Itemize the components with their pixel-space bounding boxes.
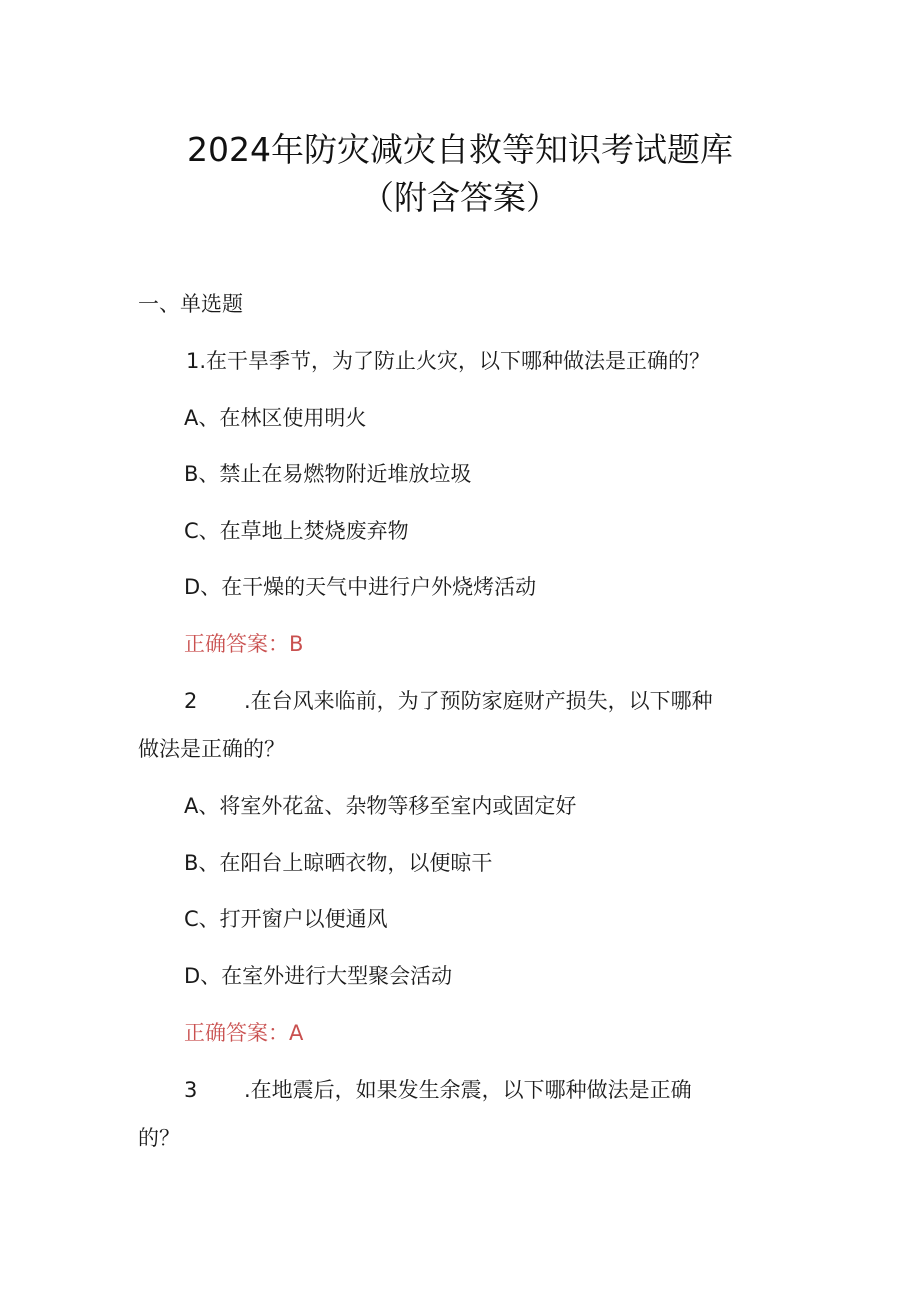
question-number: 1 (186, 349, 200, 373)
question-2 (184, 688, 713, 714)
answer-text: 正确答案：A (184, 1021, 304, 1045)
document-subtitle: （附含答案） (361, 178, 559, 217)
question-text-continued: 的？ (138, 1126, 180, 1150)
option-b: B、在阳台上晾晒衣物，以便晾干 (184, 851, 493, 875)
question-text: .在地震后，如果发生余震，以下哪种做法是正确 (244, 1078, 692, 1102)
option-d: D、在干燥的天气中进行户外烧烤活动 (184, 575, 537, 599)
option-d: D、在室外进行大型聚会活动 (184, 964, 453, 988)
question-text: .在干旱季节，为了防止火灾，以下哪种做法是正确的？ (199, 349, 711, 373)
question-1 (186, 348, 710, 374)
question-text-continued: 做法是正确的？ (138, 737, 285, 761)
question-number: 2 (184, 689, 198, 713)
option-b: B、禁止在易燃物附近堆放垃圾 (184, 462, 472, 486)
option-c: C、打开窗户以便通风 (184, 907, 388, 931)
question-number: 3 (184, 1078, 198, 1102)
question-text: .在台风来临前，为了预防家庭财产损失，以下哪种 (244, 689, 713, 713)
document-title: 2024年防灾减灾自救等知识考试题库 (187, 130, 733, 169)
option-c: C、在草地上焚烧废弃物 (184, 519, 409, 543)
section-heading: 一、单选题 (138, 292, 243, 316)
option-a: A、将室外花盆、杂物等移至室内或固定好 (184, 794, 577, 818)
question-3 (184, 1077, 692, 1103)
answer-text: 正确答案：B (184, 632, 304, 656)
option-a: A、在林区使用明火 (184, 406, 367, 430)
